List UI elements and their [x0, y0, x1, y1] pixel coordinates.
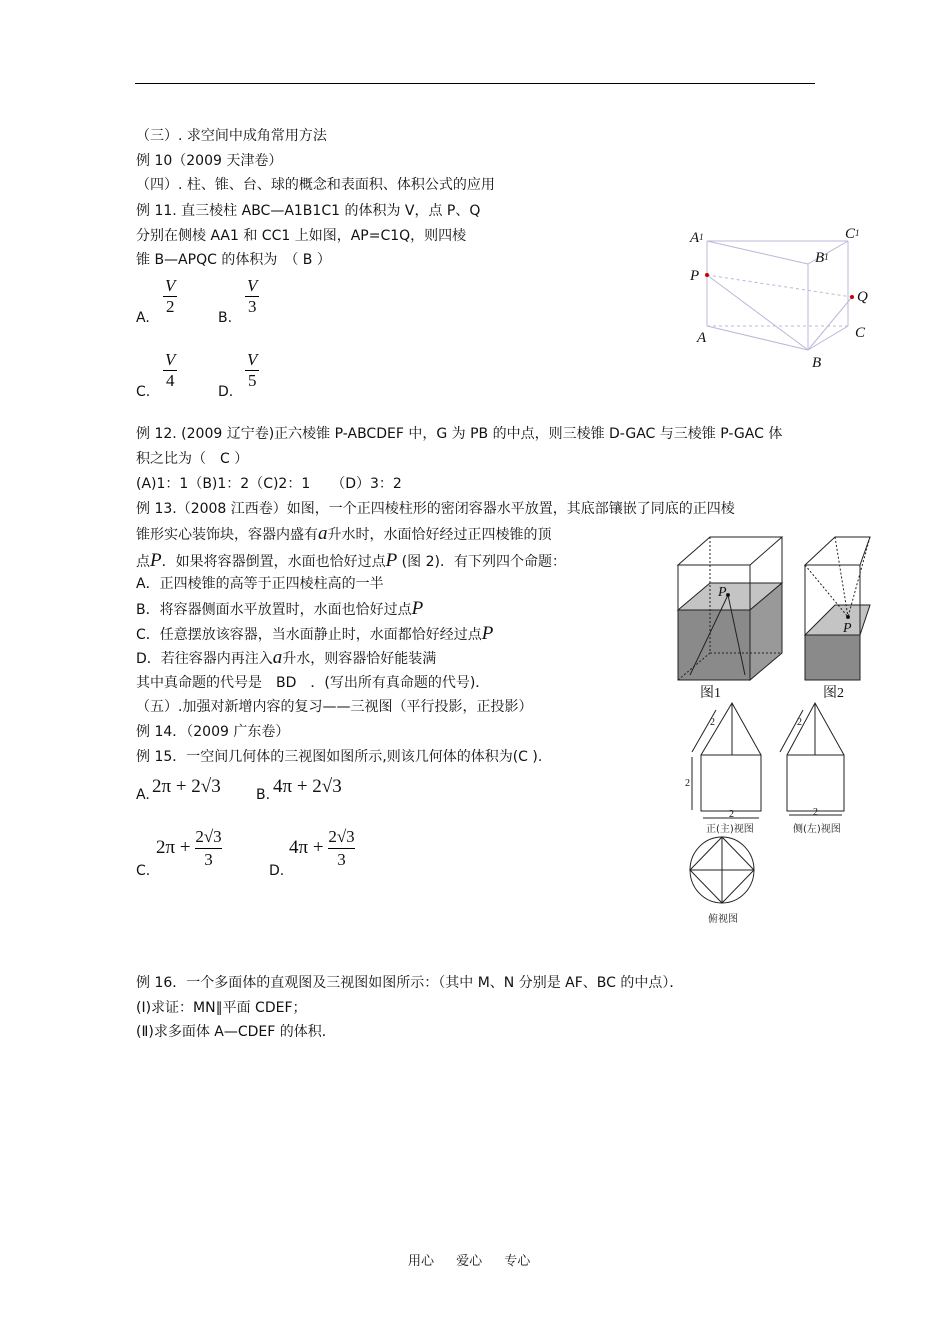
option-label: C. — [136, 863, 151, 879]
example-13-line: 点P．如果将容器倒置，水面也恰好过点P (图 2)．有下列四个命题： — [136, 550, 566, 571]
svg-text:2: 2 — [729, 809, 734, 820]
svg-text:A: A — [697, 330, 707, 346]
svg-text:P: P — [690, 268, 700, 284]
example-13-answer: 其中真命题的代号是 BD ．(写出所有真命题的代号)． — [136, 675, 490, 691]
page-footer: 用心 爱心 专心 — [408, 1254, 531, 1269]
svg-text:C1: C1 — [845, 226, 860, 242]
option-label: B. — [256, 787, 271, 803]
example-14: 例 14．（2009 广东卷） — [136, 724, 290, 740]
option-fraction: $\frac{V}{5}$ — [247, 350, 258, 390]
svg-text:B1: B1 — [815, 250, 829, 266]
option-fraction: $\frac{V}{2}$ — [165, 276, 176, 316]
example-12-line: 积之比为（ C ） — [136, 451, 249, 467]
option-label: D. — [269, 863, 285, 879]
svg-text:图2: 图2 — [823, 686, 844, 701]
svg-text:A1: A1 — [690, 230, 704, 246]
example-12-options: (A)1：1（B)1：2（C)2：1 （D）3：2 — [136, 476, 402, 492]
svg-text:俯视图: 俯视图 — [708, 914, 738, 925]
option-label: C. — [136, 384, 151, 400]
example-13-option: B．将容器侧面水平放置时，水面也恰好过点P — [136, 598, 424, 619]
option-expression: 4π + 2√3 — [273, 776, 342, 797]
example-12-line: 例 12. (2009 辽宁卷)正六棱锥 P-ABCDEF 中，G 为 PB 的中点，则三棱锥 D-GAC 与三棱锥 P-GAC 体 — [136, 426, 783, 442]
section-heading: （五）.加强对新增内容的复习——三视图（平行投影，正投影） — [136, 699, 533, 715]
example-13-option: A．正四棱锥的高等于正四棱柱高的一半 — [136, 576, 384, 592]
svg-text:2: 2 — [685, 778, 690, 789]
example-11-line: 例 11. 直三棱柱 ABC—A1B1C1 的体积为 V，点 P、Q — [136, 203, 481, 219]
example-11-line: 锥 B—APQC 的体积为 （ B ） — [136, 252, 331, 268]
example-13-line: 例 13.（2008 江西卷）如图，一个正四棱柱形的密闭容器水平放置，其底部镶嵌了同底的正四棱 — [136, 501, 735, 517]
svg-text:侧(左)视图: 侧(左)视图 — [793, 824, 841, 835]
svg-text:2: 2 — [813, 807, 818, 818]
example-15-stem: 例 15．一空间几何体的三视图如图所示,则该几何体的体积为(C ). — [136, 749, 543, 765]
example-11-line: 分别在侧棱 AA1 和 CC1 上如图，AP=C1Q，则四棱 — [136, 228, 467, 244]
option-fraction: $\frac{V}{3}$ — [247, 276, 258, 316]
section-heading: （三）. 求空间中成角常用方法 — [136, 128, 327, 144]
svg-text:B: B — [812, 355, 822, 371]
option-label: D. — [218, 384, 234, 400]
example-16-question: (Ⅰ)求证：MN∥平面 CDEF； — [136, 1000, 307, 1016]
example-16-stem: 例 16．一个多面体的直观图及三视图如图所示：（其中 M、N 分别是 AF、BC 的中点）． — [136, 975, 684, 991]
example-13-option: C．任意摆放该容器，当水面静止时，水面都恰好经过点P — [136, 623, 494, 644]
option-label: A. — [136, 310, 150, 326]
svg-text:正(主)视图: 正(主)视图 — [706, 824, 754, 835]
svg-text:图1: 图1 — [700, 686, 721, 701]
option-fraction: $\frac{V}{4}$ — [165, 350, 176, 390]
svg-text:C: C — [855, 325, 866, 341]
option-label: A. — [136, 787, 150, 803]
svg-text:2: 2 — [797, 717, 802, 728]
svg-text:2: 2 — [710, 717, 715, 728]
example-13-line: 锥形实心装饰块，容器内盛有a升水时，水面恰好经过正四棱锥的顶 — [136, 523, 552, 544]
option-expression: 2π + 2√3 — [152, 776, 221, 797]
option-expression: 2π + $\frac{2√3}{3}$ — [156, 827, 222, 869]
svg-text:P: P — [718, 585, 727, 600]
example-13-option: D．若往容器内再注入a升水，则容器恰好能装满 — [136, 647, 437, 668]
example-16-question: (Ⅱ)求多面体 A—CDEF 的体积． — [136, 1024, 336, 1040]
svg-text:P: P — [843, 621, 852, 636]
example-10: 例 10（2009 天津卷） — [136, 153, 283, 169]
option-label: B. — [218, 310, 233, 326]
section-heading: （四）. 柱、锥、台、球的概念和表面积、体积公式的应用 — [136, 177, 495, 193]
option-expression: 4π + $\frac{2√3}{3}$ — [289, 827, 355, 869]
svg-text:Q: Q — [857, 289, 868, 305]
